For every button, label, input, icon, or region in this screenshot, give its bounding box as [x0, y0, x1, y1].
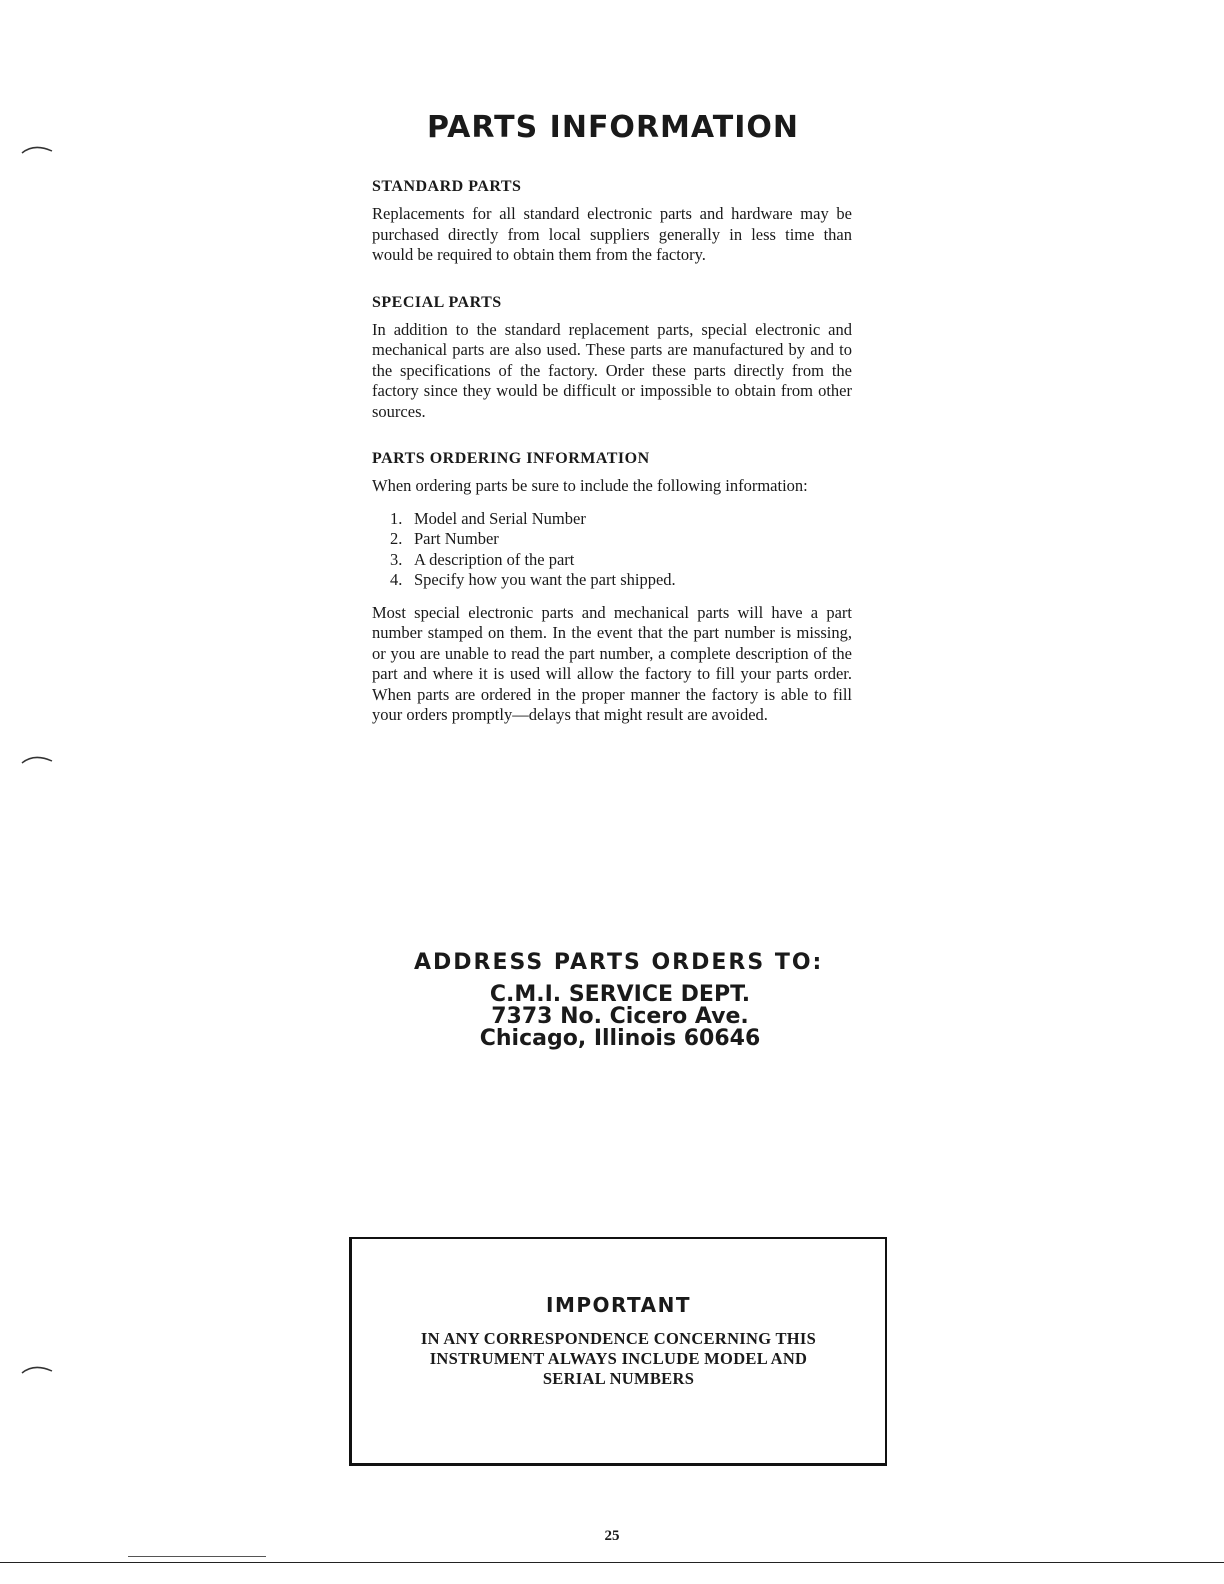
important-text	[352, 1329, 885, 1389]
standard-parts-text: Replacements for all standard electronic parts and hardware may be purchased directly from local suppliers generally in less time than would be required to obtain them from the factory.	[372, 204, 852, 264]
list-item-text: Model and Serial Number	[414, 508, 586, 528]
address-line-1: C.M.I. SERVICE DEPT.	[489, 982, 751, 1007]
list-item-number: 2.	[390, 529, 403, 548]
ordering-info-intro: When ordering parts be sure to include the following information:	[372, 476, 808, 495]
page-number: 25	[604, 1528, 620, 1544]
address-lines	[430, 984, 810, 1050]
important-line-3: SERIAL NUMBERS	[542, 1369, 695, 1388]
important-line-2: INSTRUMENT ALWAYS INCLUDE MODEL AND	[429, 1349, 808, 1368]
address-heading: ADDRESS PARTS ORDERS TO:	[414, 950, 824, 975]
list-item-text: A description of the part	[414, 549, 575, 569]
list-item-text: Specify how you want the part shipped.	[414, 570, 676, 589]
ordering-info-section	[372, 450, 852, 726]
page-title: PARTS INFORMATION	[426, 110, 800, 145]
standard-parts-section	[372, 178, 852, 266]
bottom-rule	[0, 1562, 1224, 1563]
list-item	[372, 529, 852, 550]
important-notice-box	[349, 1237, 887, 1466]
address-line-3: Chicago, Illinois 60646	[479, 1026, 761, 1051]
special-parts-text: In addition to the standard replacement parts, special electronic and mechanical parts are also used. These parts are manufactured by and to the specifications of the factory. Order these parts directly from the factory since they would be difficult or impossible to obtain from other sources.	[372, 319, 852, 421]
list-item	[372, 570, 852, 591]
parts-content	[372, 178, 852, 754]
important-title: IMPORTANT	[546, 1293, 691, 1317]
standard-parts-heading: STANDARD PARTS	[372, 178, 522, 195]
list-item-number: 3.	[390, 549, 403, 569]
list-item	[372, 550, 852, 571]
ordering-info-heading: PARTS ORDERING INFORMATION	[372, 450, 650, 467]
list-item-text: Part Number	[414, 529, 499, 548]
bottom-rule-short	[128, 1556, 266, 1557]
address-line-2: 7373 No. Cicero Ave.	[491, 1004, 749, 1029]
margin-mark-bottom	[20, 1365, 54, 1375]
special-parts-heading: SPECIAL PARTS	[372, 293, 502, 311]
special-parts-section	[372, 294, 852, 423]
margin-mark-middle	[20, 755, 54, 765]
list-item-number: 1.	[390, 508, 403, 528]
ordering-info-list	[372, 509, 852, 591]
margin-mark-top	[20, 145, 54, 155]
important-line-1: IN ANY CORRESPONDENCE CONCERNING THIS	[420, 1329, 817, 1348]
ordering-info-closing: Most special electronic parts and mechanical parts will have a part number stamped on them. In the event that the part number is missing, or you are unable to read the part number, a complete description of the part and where it is used will allow the factory to fill your parts order. When parts are ordered in the proper manner the factory is able to fill your orders promptly—delays that might result are avoided.	[372, 602, 852, 724]
list-item	[372, 509, 852, 530]
list-item-number: 4.	[390, 570, 403, 589]
